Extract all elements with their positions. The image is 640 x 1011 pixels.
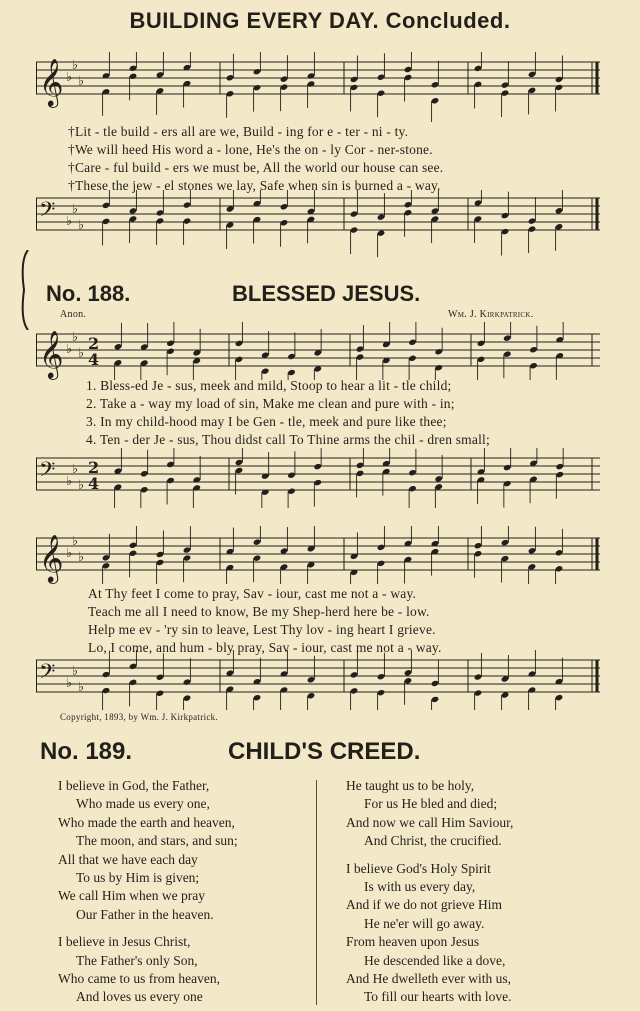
creed-line: He taught us to be holy, bbox=[346, 778, 475, 793]
creed-line: And Christ, the crucified. bbox=[364, 833, 502, 849]
bass-clef: 𝄢 bbox=[39, 197, 56, 228]
creed-line: And now we call Him Saviour, bbox=[346, 814, 514, 830]
verse-line: †Lit - tle build - ers all are we, Build - ing for e - ter - ni - ty. bbox=[68, 124, 409, 139]
creed-line: I believe in Jesus Christ, bbox=[58, 934, 191, 950]
hymn-number: No. 188. bbox=[46, 281, 131, 306]
verse-line: 2. Take a - way my load of sin, Make me clean and pure with - in; bbox=[86, 396, 455, 411]
creed-line: Who came to us from heaven, bbox=[58, 971, 220, 987]
page-title: BUILDING EVERY DAY. Concluded. bbox=[129, 8, 511, 33]
flat-sign: ♭ bbox=[66, 342, 73, 357]
bass-clef: 𝄢 bbox=[39, 457, 56, 488]
hymn-title: BLESSED JESUS. bbox=[232, 281, 421, 306]
treble-clef: 𝄞 bbox=[39, 329, 64, 378]
verse-line: †Care - ful build - ers we must be, All the world our house can see. bbox=[68, 160, 444, 175]
flat-sign: ♭ bbox=[78, 74, 85, 89]
time-signature: 4 bbox=[88, 474, 100, 494]
creed-line: I believe God's Holy Spirit bbox=[346, 860, 491, 876]
flat-sign: ♭ bbox=[72, 534, 79, 549]
bass-staff-1 bbox=[36, 190, 600, 258]
creed-right-column bbox=[346, 777, 606, 1007]
copyright-notice: Copyright, 1893, by Wm. J. Kirkpatrick. bbox=[60, 712, 219, 722]
flat-sign: ♭ bbox=[78, 346, 85, 361]
creed-line: Who made the earth and heaven, bbox=[58, 814, 235, 830]
verse-line: Teach me all I need to know, Be my Shep-herd here be - low. bbox=[88, 604, 430, 619]
creed-line: He ne'er will go away. bbox=[364, 915, 485, 931]
flat-sign: ♭ bbox=[78, 218, 85, 233]
flat-sign: ♭ bbox=[78, 680, 85, 695]
time-signature: 2 bbox=[88, 458, 100, 478]
verse-line: Lo, I come, and hum - bly pray, Sav - iour, cast me not a - way. bbox=[88, 640, 442, 655]
flat-sign: ♭ bbox=[78, 550, 85, 565]
flat-sign: ♭ bbox=[72, 202, 79, 217]
flat-sign: ♭ bbox=[66, 676, 73, 691]
flat-sign: ♭ bbox=[72, 664, 79, 679]
hymn-title: CHILD'S CREED. bbox=[228, 738, 421, 765]
treble-staff-1 bbox=[36, 52, 600, 122]
bass-staff-2 bbox=[36, 448, 600, 508]
creed-line: The moon, and stars, and sun; bbox=[76, 833, 238, 849]
creed-line: From heaven upon Jesus bbox=[346, 934, 480, 950]
flat-sign: ♭ bbox=[78, 478, 85, 493]
creed-line: Our Father in the heaven. bbox=[76, 906, 214, 922]
creed-left-column bbox=[58, 777, 308, 1007]
creed-line: Is with us every day, bbox=[364, 879, 476, 895]
treble-staff-3 bbox=[36, 526, 600, 584]
treble-clef: 𝄞 bbox=[39, 57, 64, 106]
flat-sign: ♭ bbox=[72, 58, 79, 73]
hymn-number: No. 189. bbox=[40, 738, 133, 765]
creed-line: I believe in God, the Father, bbox=[58, 778, 210, 793]
verse-line: †These the jew - el stones we lay, Safe when sin is burned a - way. bbox=[68, 178, 441, 193]
creed-line: The Father's only Son, bbox=[76, 952, 198, 968]
verse-line: †We will heed His word a - lone, He's the on - ly Cor - ner-stone. bbox=[68, 142, 433, 157]
stanza-gap bbox=[346, 851, 606, 860]
flat-sign: ♭ bbox=[66, 546, 73, 561]
bass-clef: 𝄢 bbox=[39, 659, 56, 690]
composer-credit: Wm. J. Kirkpatrick. bbox=[448, 309, 534, 320]
creed-line: To us by Him is given; bbox=[76, 870, 200, 886]
verse-line: 3. In my child-hood may I be Gen - tle, meek and pure like thee; bbox=[86, 414, 447, 429]
creed-line: He descended like a dove, bbox=[364, 952, 506, 968]
treble-staff-2 bbox=[36, 322, 600, 380]
creed-line: And He dwelleth ever with us, bbox=[346, 971, 511, 987]
creed-line: And if we do not grieve Him bbox=[346, 897, 502, 913]
bass-staff-3 bbox=[36, 650, 600, 710]
flat-sign: ♭ bbox=[66, 474, 73, 489]
verse-line: At Thy feet I come to pray, Sav - iour, cast me not a - way. bbox=[88, 586, 417, 601]
author-credit: Anon. bbox=[60, 309, 87, 320]
verse-line: Help me ev - 'ry sin to leave, Lest Thy lov - ing heart I grieve. bbox=[88, 622, 436, 637]
verse-line: 4. Ten - der Je - sus, Thou didst call To Thine arms the chil - dren small; bbox=[86, 432, 490, 447]
flat-sign: ♭ bbox=[72, 330, 79, 345]
creed-line: For us He bled and died; bbox=[364, 796, 498, 812]
time-signature: 2 bbox=[88, 334, 100, 354]
brace-mark bbox=[18, 250, 30, 330]
creed-line: Who made us every one, bbox=[76, 796, 210, 812]
treble-clef: 𝄞 bbox=[39, 533, 64, 582]
verse-line: 1. Bless-ed Je - sus, meek and mild, Stoop to hear a lit - tle child; bbox=[86, 378, 452, 393]
creed-line: All that we have each day bbox=[58, 851, 198, 867]
flat-sign: ♭ bbox=[72, 462, 79, 477]
column-divider bbox=[316, 780, 317, 1005]
creed-line: We call Him when we pray bbox=[58, 888, 205, 904]
flat-sign: ♭ bbox=[66, 70, 73, 85]
stanza-gap bbox=[58, 924, 308, 933]
time-signature: 4 bbox=[88, 350, 100, 370]
creed-line: And loves us every one bbox=[76, 989, 203, 1005]
flat-sign: ♭ bbox=[66, 214, 73, 229]
creed-line: To fill our hearts with love. bbox=[364, 989, 512, 1005]
